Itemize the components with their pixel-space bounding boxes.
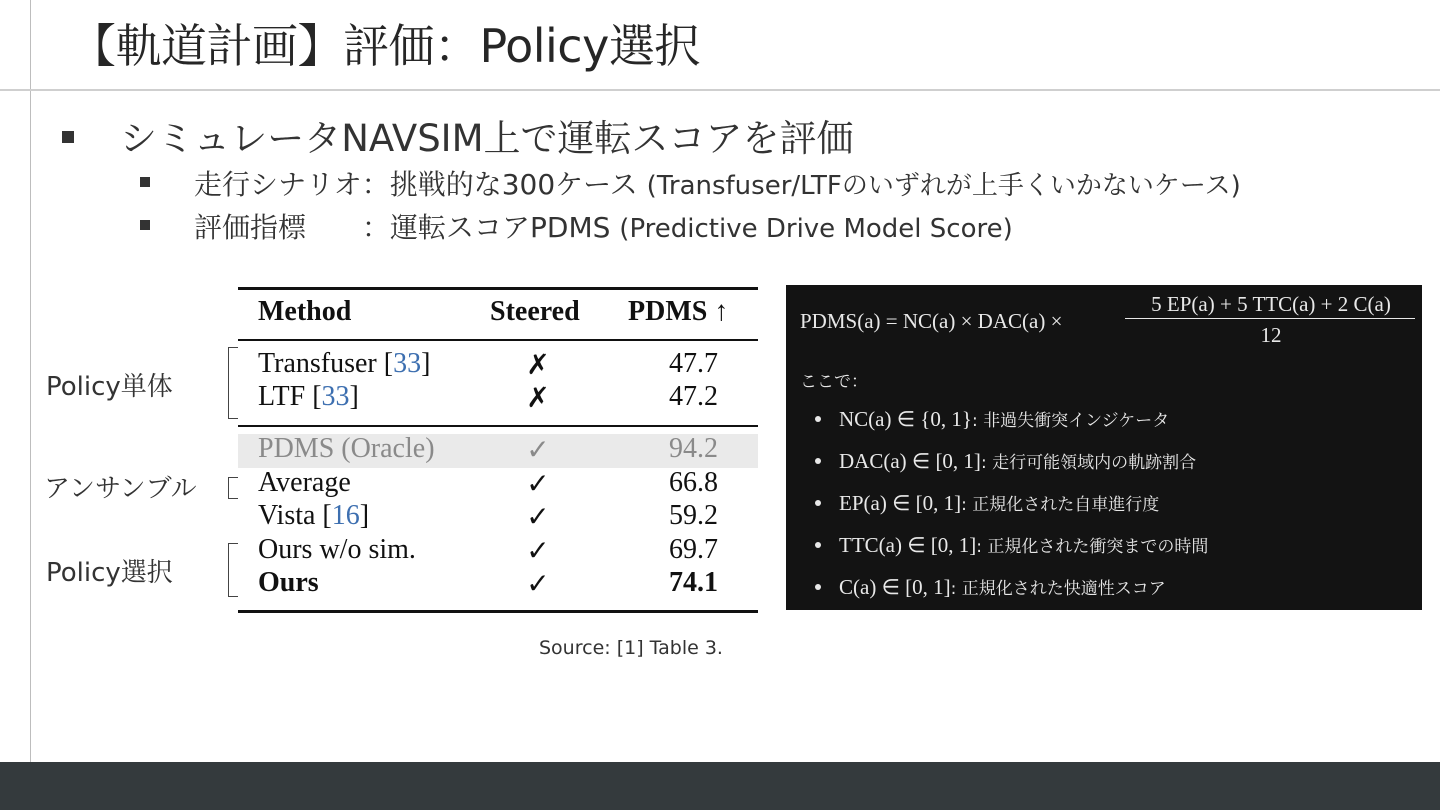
def-ep: EP(a) ∈ [0, 1]: 正規化された自車進行度 bbox=[839, 491, 1160, 515]
bullet-dot-icon bbox=[815, 500, 821, 506]
formula-numerator: 5 EP(a) + 5 TTC(a) + 2 C(a) bbox=[1151, 292, 1391, 316]
bullet-scenario-note: (Transfuser/LTFのいずれが上手くいかないケース) bbox=[646, 171, 1241, 201]
bullet-main bbox=[62, 108, 854, 162]
steered-check-icon: ✓ bbox=[526, 469, 550, 500]
table-row-pdms: 69.7 bbox=[669, 534, 718, 565]
citation-link[interactable]: 33 bbox=[393, 348, 422, 379]
footer-bar bbox=[0, 762, 1440, 810]
group-label-ensemble: アンサンブル bbox=[44, 474, 197, 504]
bullet-square-icon bbox=[140, 177, 150, 187]
table-row-method: Transfuser [33] bbox=[258, 348, 431, 379]
table-row-method: Ours w/o sim. bbox=[258, 534, 416, 565]
formula-lhs: PDMS(a) = NC(a) × DAC(a) × bbox=[800, 309, 1063, 333]
formula-where: ここで： bbox=[800, 372, 868, 392]
table-row-pdms: 59.2 bbox=[669, 500, 718, 531]
bullet-dot-icon bbox=[815, 542, 821, 548]
formula-panel bbox=[786, 285, 1422, 610]
steered-cross-icon: ✗ bbox=[526, 383, 550, 414]
table-row-method: PDMS (Oracle) bbox=[258, 433, 435, 464]
header-pdms: PDMS ↑ bbox=[628, 296, 729, 327]
slide-title: 【軌道計画】評価：Policy選択 bbox=[70, 19, 700, 73]
table-row-method: Average bbox=[258, 467, 351, 498]
bullet-dot-icon bbox=[815, 416, 821, 422]
group-label-policy-single: Policy単体 bbox=[46, 372, 173, 402]
header-steered: Steered bbox=[490, 296, 580, 327]
results-table bbox=[238, 287, 758, 613]
steered-check-icon: ✓ bbox=[526, 435, 550, 466]
table-mid-rule bbox=[238, 425, 758, 427]
table-row-pdms: 94.2 bbox=[669, 433, 718, 464]
group-bracket-ensemble bbox=[228, 477, 238, 499]
def-c: C(a) ∈ [0, 1]: 正規化された快適性スコア bbox=[839, 575, 1166, 599]
bullet-square-icon bbox=[140, 220, 150, 230]
table-row-pdms: 66.8 bbox=[669, 467, 718, 498]
group-bracket-policy-single bbox=[228, 347, 238, 419]
table-row-method: Ours bbox=[258, 567, 319, 598]
fraction-bar bbox=[1125, 318, 1415, 319]
table-row-method: LTF [33] bbox=[258, 381, 359, 412]
steered-check-icon: ✓ bbox=[526, 502, 550, 533]
table-row-pdms: 74.1 bbox=[669, 567, 718, 598]
steered-cross-icon: ✗ bbox=[526, 350, 550, 381]
steered-check-icon: ✓ bbox=[526, 536, 550, 567]
table-row-pdms: 47.7 bbox=[669, 348, 718, 379]
citation-link[interactable]: 16 bbox=[331, 500, 360, 531]
bullet-scenario bbox=[140, 163, 1241, 203]
title-divider bbox=[0, 89, 1440, 91]
def-nc: NC(a) ∈ {0, 1}: 非過失衝突インジケータ bbox=[839, 407, 1170, 431]
source-caption: Source: [1] Table 3. bbox=[539, 637, 723, 659]
bullet-dot-icon bbox=[815, 458, 821, 464]
bullet-main-text: シミュレータNAVSIM上で運転スコアを評価 bbox=[120, 117, 854, 160]
left-margin-line bbox=[30, 0, 31, 762]
def-dac: DAC(a) ∈ [0, 1]: 走行可能領域内の軌跡割合 bbox=[839, 449, 1197, 473]
group-bracket-policy-select bbox=[228, 543, 238, 597]
table-row-pdms: 47.2 bbox=[669, 381, 718, 412]
table-top-rule bbox=[238, 287, 758, 290]
citation-link[interactable]: 33 bbox=[321, 381, 350, 412]
table-bottom-rule bbox=[238, 610, 758, 613]
bullet-metric-label: 評価指標 ：運転スコアPDMS bbox=[194, 211, 611, 244]
bullet-dot-icon bbox=[815, 584, 821, 590]
steered-check-icon: ✓ bbox=[526, 569, 550, 600]
group-label-policy-select: Policy選択 bbox=[46, 558, 173, 588]
bullet-square-icon bbox=[62, 131, 74, 143]
table-row-method: Vista [16] bbox=[258, 500, 370, 531]
header-method: Method bbox=[258, 296, 352, 327]
bullet-scenario-label: 走行シナリオ：挑戦的な300ケース bbox=[194, 168, 638, 201]
bullet-metric-note: (Predictive Drive Model Score) bbox=[619, 214, 1013, 244]
def-ttc: TTC(a) ∈ [0, 1]: 正規化された衝突までの時間 bbox=[839, 533, 1209, 557]
bullet-metric bbox=[140, 206, 1013, 246]
formula-denominator: 12 bbox=[1260, 323, 1282, 347]
table-header-rule bbox=[238, 339, 758, 341]
